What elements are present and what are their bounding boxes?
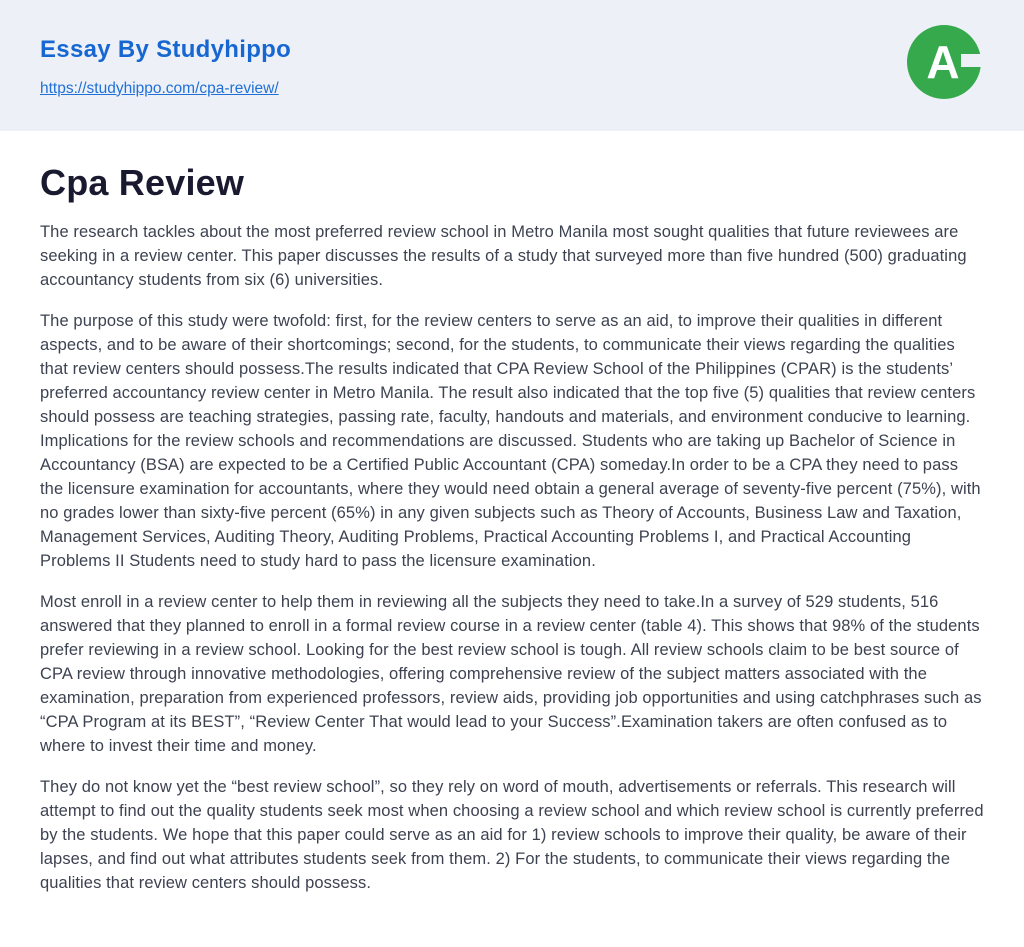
page-header xyxy=(0,0,1024,131)
paragraph-4: They do not know yet the “best review school”, so they rely on word of mouth, advertisements or referrals. This research will attempt to find out the quality students seek most when choosing a review school and which review school is currently preferred by the students. We hope that this paper could serve as an aid for 1) review schools to improve their quality, be aware of their lapses, and find out what attributes students seek from them. 2) For the students, to communicate their views regarding the qualities that review centers should possess. xyxy=(40,778,984,893)
article xyxy=(0,131,1024,895)
header-text-block xyxy=(40,36,291,98)
studyhippo-logo-icon xyxy=(904,22,984,102)
logo-letter: A xyxy=(926,36,960,88)
paragraph-2: The purpose of this study were twofold: first, for the review centers to serve as an aid, to improve their qualities in different aspects, and to be aware of their shortcomings; second, for the students, to communicate their views regarding the qualities that review centers should possess.The results indicated that CPA Review School of the Philippines (CPAR) is the students’ preferred accountancy review center in Metro Manila. The result also indicated that the top five (5) qualities that review centers should possess are teaching strategies, passing rate, faculty, handouts and materials, and environment conducive to learning. Implications for the review schools and recommendations are discussed. Students who are taking up Bachelor of Science in Accountancy (BSA) are expected to be a Certified Public Accountant (CPA) someday.In order to be a CPA they need to pass the licensure examination for accountants, where they would need obtain a general average of seventy-five percent (75%), with no grades lower than sixty-five percent (65%) in any given subjects such as Theory of Accounts, Business Law and Taxation, Management Services, Auditing Theory, Auditing Problems, Practical Accounting Problems I, and Practical Accounting Problems II Students need to study hard to pass the licensure examination. xyxy=(40,312,981,571)
site-title: Essay By Studyhippo xyxy=(40,36,292,63)
source-url-link[interactable]: https://studyhippo.com/cpa-review/ xyxy=(40,79,279,97)
paragraph-1: The research tackles about the most preferred review school in Metro Manila most sought qualities that future reviewees are seeking in a review center. This paper discusses the results of a study that surveyed more than five hundred (500) graduating accountancy students from six (6) universities. xyxy=(40,223,967,290)
paragraph-3: Most enroll in a review center to help them in reviewing all the subjects they need to take.In a survey of 529 students, 516 answered that they planned to enroll in a formal review course in a review center (table 4). This shows that 98% of the students prefer reviewing in a review school. Looking for the best review school is tough. All review schools claim to be best source of CPA review through innovative methodologies, offering comprehensive review of the subject matters associated with the examination, preparation from experienced professors, review aids, providing job opportunities and using catchphrases such as “CPA Program at its BEST”, “Review Center That would lead to your Success”.Examination takers are often confused as to where to invest their time and money. xyxy=(40,593,982,756)
article-body xyxy=(40,220,984,895)
page-title: Cpa Review xyxy=(40,162,245,203)
